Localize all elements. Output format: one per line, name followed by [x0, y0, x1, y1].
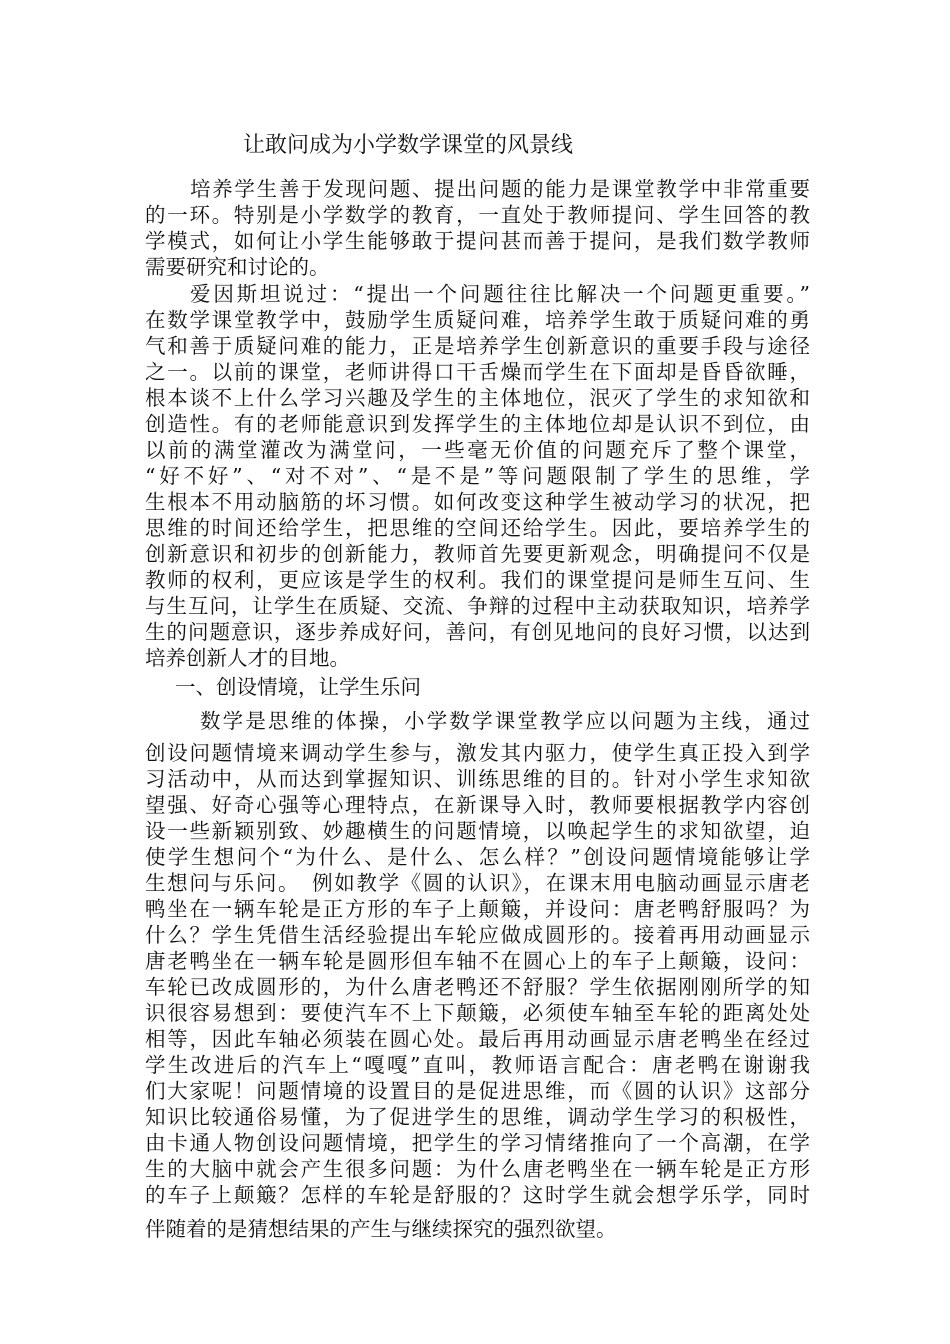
document-title: 让敢问成为小学数学课堂的风景线 [243, 133, 574, 158]
paragraph-3-line: 鸭坐在一辆车轮是正方形的车子上颠簸，并设问：唐老鸭舒服吗？为 [145, 897, 810, 921]
paragraph-3-line: 唐老鸭坐在一辆车轮是圆形但车轴不在圆心上的车子上颠簸，设问： [145, 949, 810, 973]
paragraph-3-line: 生想问与乐问。 例如教学《圆的认识》，在课末用电脑动画显示唐老 [145, 871, 810, 895]
paragraph-3-line: 相等，因此车轴必须装在圆心处。最后再用动画显示唐老鸭坐在经过 [145, 1027, 810, 1051]
paragraph-2-line: 创造性。有的老师能意识到发挥学生的主体地位却是认识不到位，由 [145, 412, 810, 436]
paragraph-3-line: 由卡通人物创设问题情境，把学生的学习情绪推向了一个高潮，在学 [145, 1131, 810, 1155]
paragraph-2-line: 思维的时间还给学生，把思维的空间还给学生。因此，要培养学生的 [145, 516, 810, 540]
paragraph-2-line: 气和善于质疑问难的能力，正是培养学生创新意识的重要手段与途径 [145, 334, 810, 358]
paragraph-3-line: 识很容易想到：要使汽车不上下颠簸，必须使车轴至车轮的距离处处 [145, 1001, 810, 1025]
paragraph-3-line: 望强、好奇心强等心理特点，在新课导入时，教师要根据教学内容创 [145, 793, 810, 817]
paragraph-2-line: 培养创新人才的目地。 [145, 646, 350, 670]
paragraph-2-line: 生的问题意识，逐步养成好问，善问，有创见地问的良好习惯，以达到 [145, 620, 810, 644]
paragraph-3-line: 设一些新颖别致、妙趣横生的问题情境，以唤起学生的求知欲望，迫 [145, 819, 810, 843]
paragraph-3-line: 创设问题情境来调动学生参与，激发其内驱力，使学生真正投入到学 [145, 741, 810, 765]
paragraph-1-line: 培养学生善于发现问题、提出问题的能力是课堂教学中非常重要 [190, 177, 810, 201]
paragraph-3-line: 什么？学生凭借生活经验提出车轮应做成圆形的。接着再用动画显示 [145, 923, 810, 947]
paragraph-3-line: 使学生想问个“为什么、是什么、怎么样？”创设问题情境能够让学 [145, 845, 810, 869]
paragraph-3-line: 的车子上颠簸？怎样的车轮是舒服的？这时学生就会想学乐学，同时 [145, 1183, 810, 1207]
paragraph-2-line: 爱因斯坦说过：“提出一个问题往往比解决一个问题更重要。” [190, 282, 810, 306]
paragraph-2-line: 创新意识和初步的创新能力，教师首先要更新观念，明确提问不仅是 [145, 542, 810, 566]
paragraph-3-line: 数学是思维的体操，小学数学课堂教学应以问题为主线，通过 [200, 709, 810, 733]
paragraph-2-line: 之一。以前的课堂，老师讲得口干舌燥而学生在下面却是昏昏欲睡， [145, 360, 810, 384]
paragraph-3-line: 知识比较通俗易懂，为了促进学生的思维，调动学生学习的积极性， [145, 1105, 810, 1129]
paragraph-3-line: 伴随着的是猜想结果的产生与继续探究的强烈欲望。 [145, 1217, 617, 1241]
paragraph-2-line: 教师的权利，更应该是学生的权利。我们的课堂提问是师生互问、生 [145, 568, 810, 592]
paragraph-3-line: 学生改进后的汽车上“嘎嘎”直叫，教师语言配合：唐老鸭在谢谢我 [145, 1053, 810, 1077]
paragraph-3-line: 们大家呢！问题情境的设置目的是促进思维，而《圆的认识》这部分 [145, 1079, 810, 1103]
paragraph-3-line: 车轮已改成圆形的，为什么唐老鸭还不舒服？学生依据刚刚所学的知 [145, 975, 810, 999]
paragraph-2-line: 与生互问，让学生在质疑、交流、争辩的过程中主动获取知识，培养学 [145, 594, 810, 618]
paragraph-1-line: 需要研究和讨论的。 [145, 255, 330, 279]
paragraph-1-line: 学模式，如何让小学生能够敢于提问甚而善于提问，是我们数学教师 [145, 229, 810, 253]
paragraph-2-line: “好不好”、“对不对”、“是不是”等问题限制了学生的思维，学 [145, 464, 810, 488]
paragraph-2-line: 以前的满堂灌改为满堂问，一些毫无价值的问题充斥了整个课堂， [145, 438, 810, 462]
section-heading: 一、创设情境，让学生乐问 [175, 675, 421, 699]
paragraph-2-line: 生根本不用动脑筋的坏习惯。如何改变这种学生被动学习的状况，把 [145, 490, 810, 514]
paragraph-3-line: 生的大脑中就会产生很多问题：为什么唐老鸭坐在一辆车轮是正方形 [145, 1157, 810, 1181]
paragraph-2-line: 在数学课堂教学中，鼓励学生质疑问难，培养学生敢于质疑问难的勇 [145, 308, 810, 332]
paragraph-3-line: 习活动中，从而达到掌握知识、训练思维的目的。针对小学生求知欲 [145, 767, 810, 791]
paragraph-2-line: 根本谈不上什么学习兴趣及学生的主体地位，泯灭了学生的求知欲和 [145, 386, 810, 410]
paragraph-1-line: 的一环。特别是小学数学的教育，一直处于教师提问、学生回答的教 [145, 203, 810, 227]
